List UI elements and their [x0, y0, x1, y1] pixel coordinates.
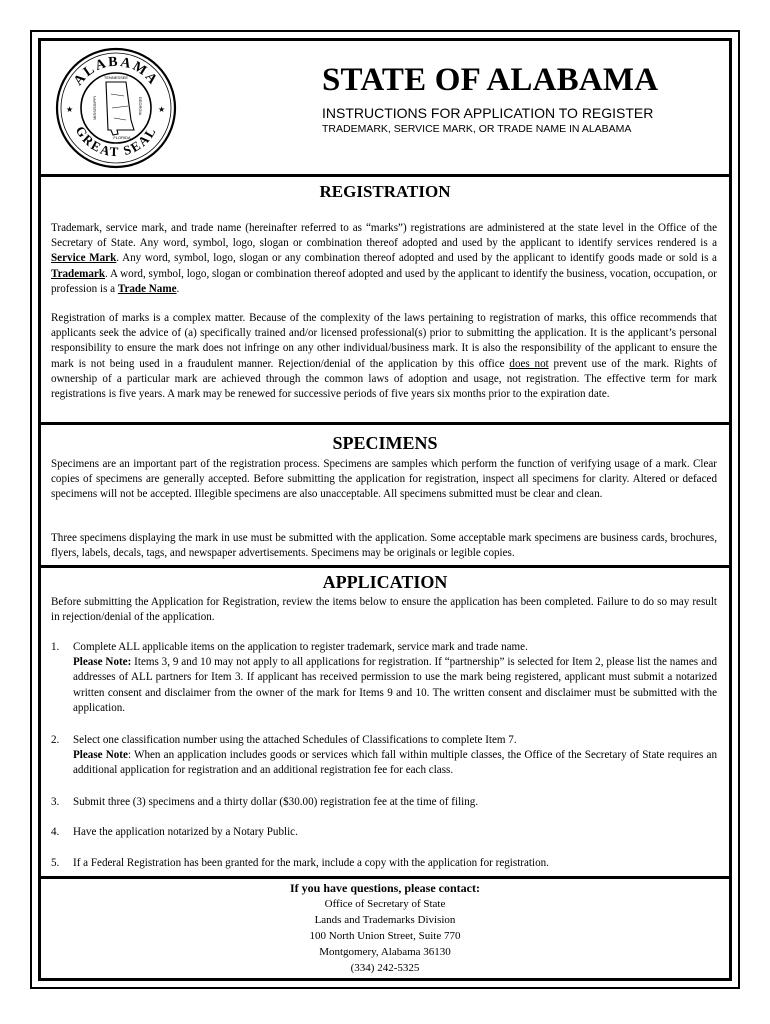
application-item-5: 5. If a Federal Registration has been granted for the mark, include a copy with the application for registration. [51, 857, 549, 869]
contact-title: If you have questions, please contact: [289, 881, 480, 895]
seal-star-left-icon: ★ [66, 105, 74, 114]
application-item-3: 3. Submit three (3) specimens and a thirty dollar ($30.00) registration fee at the time of filing. [51, 796, 479, 808]
alabama-great-seal-icon [54, 46, 178, 170]
service-mark-term: Service Mark [51, 252, 117, 265]
page-title: STATE OF ALABAMA [322, 62, 659, 98]
does-not-emphasis: does not [509, 357, 549, 370]
divider-application [38, 565, 732, 568]
trade-name-term: Trade Name [117, 282, 177, 295]
application-heading: APPLICATION [322, 572, 448, 592]
registration-paragraph-1: Trademark, service mark, and trade name (hereinafter referred to as “marks”) registrations are administered at the state level in the Office of the Secretary of State. Any word, symbol, logo, slogan or combination thereof adopted and used by the applicant to identify services rendered is a Service Mark. Any word, symbol, logo, slogan or any combination thereof adopted and used by the applicant to identify goods made or sold is a Trademark. A word, symbol, logo, slogan or combination thereof adopted and used by the applicant to identify the business, vocation, occupation, or profession is a Trade Name. [51, 222, 717, 295]
specimens-paragraph-1: Specimens are an important part of the registration process. Specimens are samples which perform the function of verifying usage of a mark. Clear copies of specimens are generally accepted. Before submitting the application for registration, inspect all specimens for clarity. Altered or defaced specimens will not be accepted. Illegible specimens are also unacceptable. All specimens submitted must be clear and clean. [51, 458, 717, 501]
contact-division: Lands and Trademarks Division [314, 914, 456, 926]
application-intro: Before submitting the Application for Registration, review the items below to ensure the application has been completed. Failure to do so may result in rejection/denial of the application. [51, 596, 717, 624]
contact-phone: (334) 242-5325 [350, 962, 420, 974]
contact-block [44, 880, 726, 976]
seal-state-south: FLORIDA [113, 135, 131, 140]
seal-star-right-icon: ★ [158, 105, 166, 114]
please-note-label: Please Note [73, 749, 128, 762]
contact-city: Montgomery, Alabama 36130 [319, 946, 451, 958]
registration-heading: REGISTRATION [319, 182, 451, 201]
seal-state-north: TENNESSEE [103, 75, 129, 80]
page-subtitle: INSTRUCTIONS FOR APPLICATION TO REGISTER [322, 105, 654, 121]
divider-contact [38, 876, 732, 879]
divider-header [38, 174, 732, 177]
application-item-4: 4. Have the application notarized by a Notary Public. [51, 826, 298, 838]
seal-ring-bottom-text: GREAT SEAL [72, 123, 160, 160]
application-item-1: 1. Complete ALL applicable items on the application to register trademark, service mark and trade name. Please Note: Items 3, 9 and 10 may not apply to all applications for registration. If “partnership” is selected for Item 2, please list the names and addresses of ALL partners for Item 3. If applicant has received permission to use the mark being registered, applicant must submit a notarized written consent and disclaimer from the owner of the mark for Items 9 and 10. The written consent and disclaimer must be submitted with the application. [51, 641, 718, 714]
specimens-heading: SPECIMENS [332, 433, 438, 453]
registration-paragraph-2: Registration of marks is a complex matter. Because of the complexity of the laws pertaining to registration of marks, this office recommends that applicants seek the advice of (a) specifically trained and/or licensed professional(s) prior to submitting the application. It is the applicant’s personal responsibility to ensure the mark does not infringe on any other individual/business mark. It is also the responsibility of the applicant to ensure the mark is not being used in a fraudulent manner. Rejection/denial of the application by this office does not prevent use of the mark. Rights of ownership of a particular mark are achieved through the common laws of adoption and usage, not registration. The effective term for mark registrations is five years. A mark may be renewed for successive periods of five years six months prior to the expiration date. [51, 312, 717, 401]
application-item-2: 2. Select one classification number using the attached Schedules of Classifications to complete Item 7. Please Note: When an application includes goods or services which fall within multiple classes, the Office of the Secretary of State requires an additional application for registration and an additional registration fee for each class. [51, 734, 717, 777]
trademark-term: Trademark [51, 267, 106, 280]
svg-text:ALABAMA [71, 55, 161, 89]
contact-street: 100 North Union Street, Suite 770 [309, 930, 461, 942]
seal-state-west: MISSISSIPPI [92, 96, 97, 120]
specimens-paragraph-2: Three specimens displaying the mark in use must be submitted with the application. Some acceptable mark specimens are business cards, brochures, flyers, labels, decals, tags, and newspaper advertisements. Specimens may be originals or legible copies. [51, 532, 717, 560]
please-note-label: Please Note: [73, 656, 132, 669]
alabama-map-icon [106, 82, 134, 135]
divider-specimens [38, 422, 732, 425]
seal-ring-top-text: ALABAMA [71, 54, 161, 89]
page-subtitle-2: TRADEMARK, SERVICE MARK, OR TRADE NAME IN ALABAMA [322, 123, 632, 135]
seal-state-east: GEORGIA [138, 96, 143, 116]
contact-office: Office of Secretary of State [324, 898, 446, 910]
